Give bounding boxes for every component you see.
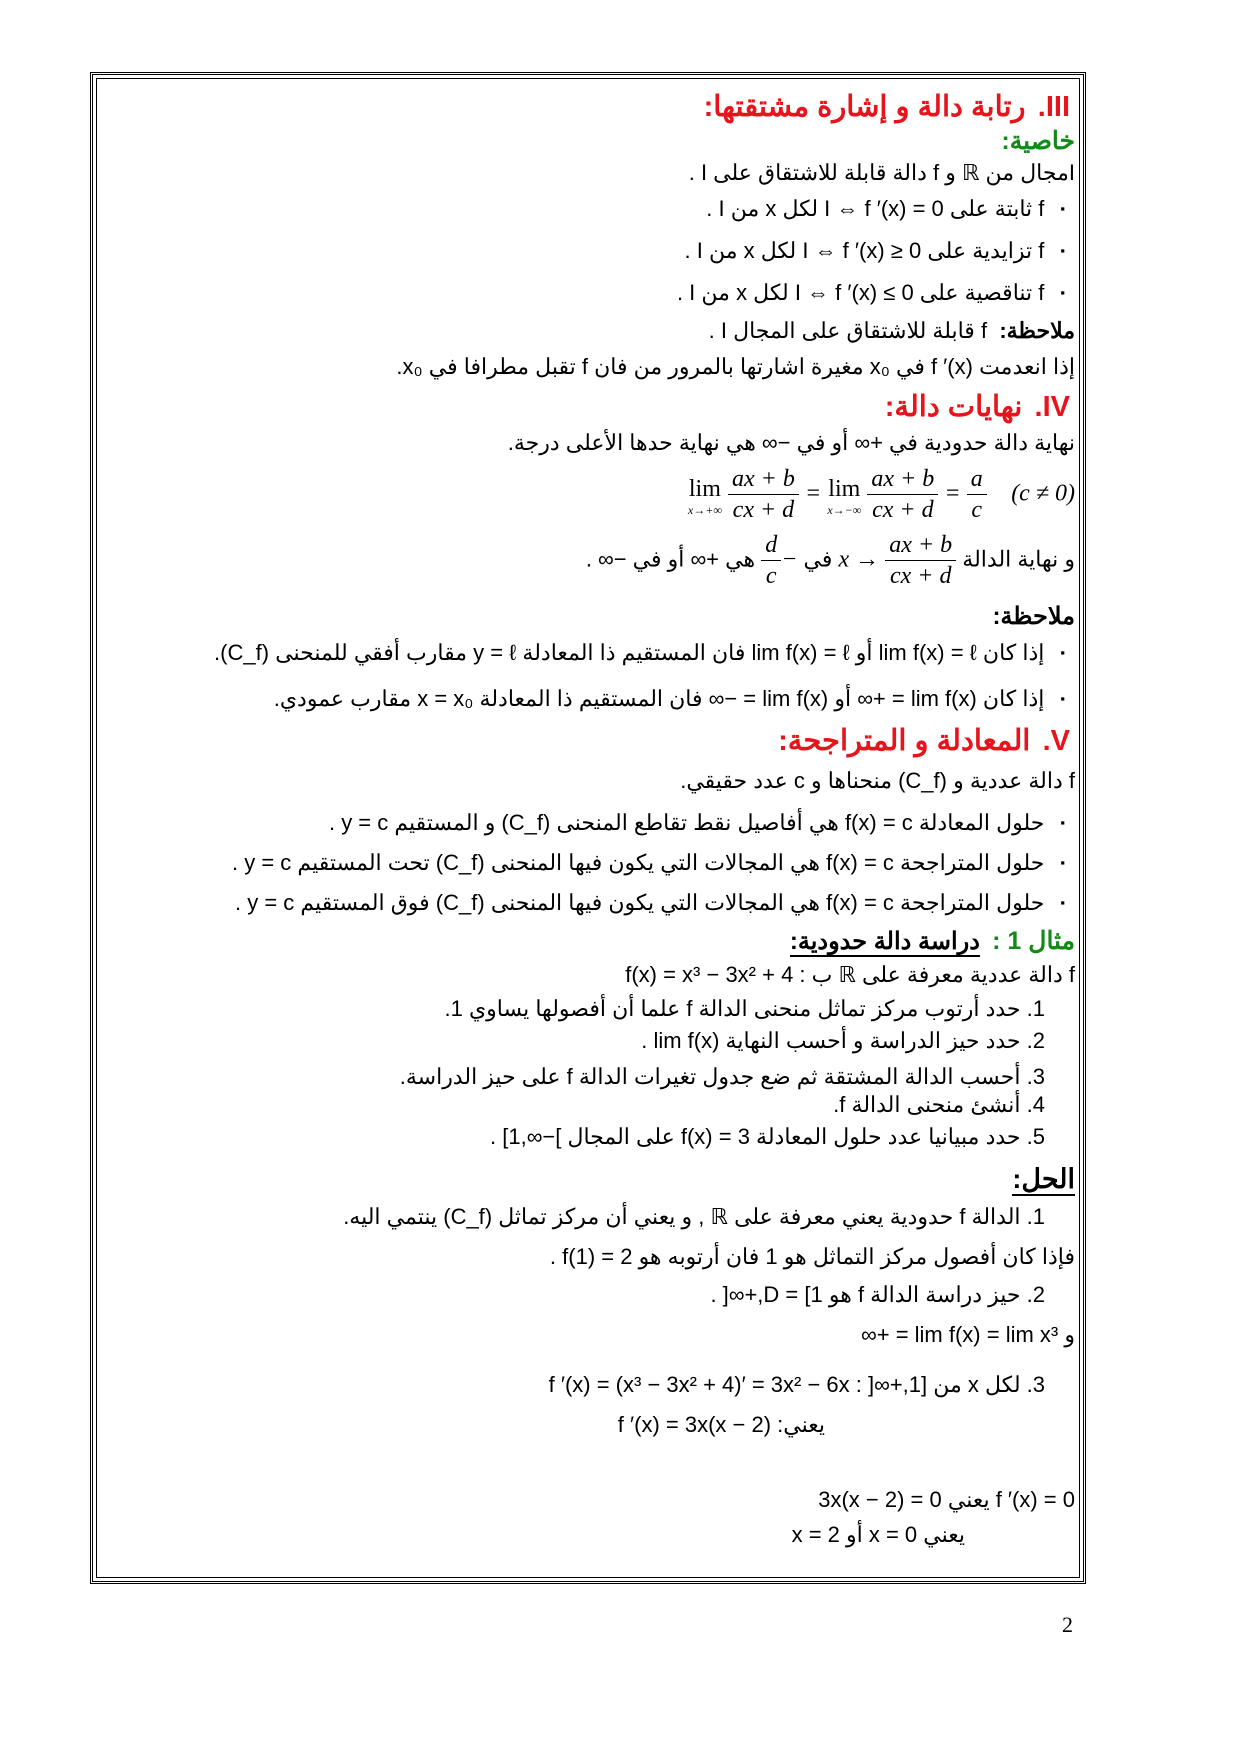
example-definition: f دالة عددية معرفة على ℝ ب : f(x) = x³ − 3x² + 4 — [625, 962, 1075, 987]
note-1: ملاحظة: f قابلة للاشتقاق على المجال I . — [708, 318, 1075, 343]
property-decreasing: ▪ f تناقصية على I ⇔ f ′(x) ≤ 0 لكل x من I . — [677, 278, 1065, 311]
solution-3: 3. لكل x من [1,+∞[ : f ′(x) = (x³ − 3x² + 4)′ = 3x² − 6x — [548, 1372, 1045, 1397]
page-number: 2 — [1062, 1612, 1073, 1637]
property-intro: Iمجال من ℝ و f دالة قابلة للاشتقاق على I . — [688, 160, 1075, 185]
property-title: خاصية: — [1001, 127, 1075, 155]
equations-intro: f دالة عددية و (C_f) منحناها و c عدد حقيقي. — [680, 768, 1075, 793]
solution-title: الحل: — [1012, 1164, 1075, 1194]
question-5: 5. حدد مبيانيا عدد حلول المعادلة f(x) = 3 على المجال ]−∞,1] . — [490, 1124, 1045, 1149]
question-3: 3. أحسب الدالة المشتقة ثم ضع جدول تغيرات الدالة f على حيز الدراسة. — [399, 1064, 1045, 1089]
question-2: 2. حدد حيز الدراسة و أحسب النهاية lim f(x) . — [641, 1028, 1045, 1053]
inequality-below: ▪ حلول المتراجحة f(x) = c هي المجالات التي يكون فيها المنحنى (C_f) تحت المستقيم y = c . — [232, 848, 1065, 881]
limits-formula: lim x→+∞ $\frac{ax + b}{cx + d}$ = lim x→−∞ $\frac{ax + b}{cx + d}$ = $\frac{a}{c}$ (c ≠ 0) — [687, 466, 1075, 523]
note-2-vertical-asymptote: ▪ إذا كان lim f(x) = +∞ أو lim f(x) = −∞ فان المستقيم ذا المعادلة x = x₀ مقارب عمودي. — [274, 684, 1065, 717]
solution-3b: يعني: f ′(x) = 3x(x − 2) — [617, 1412, 825, 1437]
solution-3d: يعني x = 0 أو x = 2 — [791, 1522, 965, 1547]
solution-1b: فإذا كان أفصول مركز التماثل هو 1 فان أرتوبه هو f(1) = 2 . — [549, 1244, 1075, 1269]
section-3-heading: III. رتابة دالة و إشارة مشتقتها: — [703, 91, 1070, 123]
document-page — [110, 90, 1085, 1580]
example-heading: مثال 1 : دراسة دالة حدودية: — [789, 927, 1075, 955]
limits-text: نهاية دالة حدودية في +∞ أو في −∞ هي نهاية حدها الأعلى درجة. — [507, 430, 1075, 455]
limits-rational-end: و نهاية الدالة $\frac{ax + b}{cx + d}$ x → في − $\frac{d}{c}$ هي +∞ أو في −∞ . — [585, 532, 1075, 589]
note-2-label: ملاحظة: — [992, 603, 1075, 630]
solution-3c: f ′(x) = 0 يعني 3x(x − 2) = 0 — [818, 1487, 1075, 1512]
equation-solutions: ▪ حلول المعادلة f(x) = c هي أفاصيل نقط تقاطع المنحنى (C_f) و المستقيم y = c . — [329, 808, 1065, 841]
solution-2b: و lim f(x) = lim x³ = +∞ — [861, 1322, 1075, 1347]
question-1: 1. حدد أرتوب مركز تماثل منحنى الدالة f علما أن أفصولها يساوي 1. — [444, 996, 1045, 1021]
property-increasing: ▪ f تزايدية على I ⇔ f ′(x) ≥ 0 لكل x من I . — [684, 236, 1065, 269]
section-5-heading: V. المعادلة و المتراجحة: — [778, 725, 1070, 757]
section-4-heading: IV. نهايات دالة: — [884, 391, 1070, 423]
note-1-line-2: إذا انعدمت f ′(x) في x₀ مغيرة اشارتها بالمرور من فان f تقبل مطرافا في x₀. — [396, 354, 1075, 379]
inequality-above: ▪ حلول المتراجحة f(x) = c هي المجالات التي يكون فيها المنحنى (C_f) فوق المستقيم y = c . — [235, 888, 1065, 921]
question-4: 4. أنشئ منحنى الدالة f. — [833, 1092, 1045, 1117]
property-constant: ▪ f ثابتة على I ⇔ f ′(x) = 0 لكل x من I . — [706, 194, 1065, 227]
solution-2: 2. حيز دراسة الدالة f هو D = [1,+∞[ . — [710, 1282, 1045, 1307]
solution-1: 1. الدالة f حدودية يعني معرفة على ℝ , و يعني أن مركز تماثل (C_f) ينتمي اليه. — [343, 1204, 1045, 1229]
note-2-horizontal-asymptote: ▪ إذا كان lim f(x) = ℓ أو lim f(x) = ℓ فان المستقيم ذا المعادلة y = ℓ مقارب أفقي للمنحنى (C_f). — [214, 638, 1065, 671]
